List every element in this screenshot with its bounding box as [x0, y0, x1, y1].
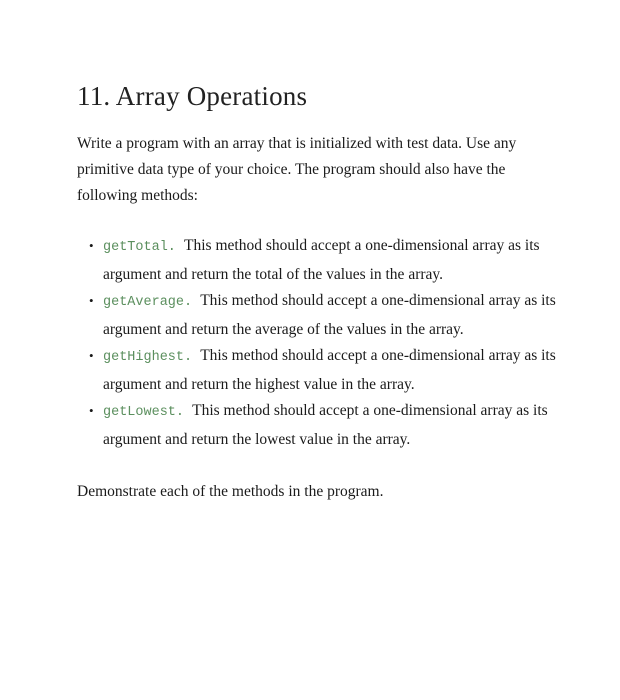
bullet-icon: •: [89, 238, 94, 253]
method-description: This method should accept a one-dimensional array as its argument and return the lowest value in the array.: [103, 402, 548, 448]
bullet-icon: •: [89, 293, 94, 308]
intro-paragraph: Write a program with an array that is initialized with test data. Use any primitive data type of your choice. The program should also have the following methods:: [77, 135, 517, 204]
list-item-get-highest: [77, 343, 573, 398]
method-description: This method should accept a one-dimensional array as its argument and return the total of the values in the array.: [103, 237, 540, 283]
list-item-get-average: [77, 288, 573, 343]
method-name: getLowest.: [103, 405, 193, 420]
list-item-get-total: [77, 233, 573, 288]
method-name: getAverage.: [103, 295, 201, 310]
methods-list: [77, 233, 564, 453]
method-description: This method should accept a one-dimensional array as its argument and return the average of the values in the array.: [103, 292, 556, 338]
method-description: This method should accept a one-dimensional array as its argument and return the highest value in the array.: [103, 347, 556, 393]
closing-paragraph: Demonstrate each of the methods in the program.: [77, 483, 384, 500]
method-name: getTotal.: [103, 240, 185, 255]
list-item-get-lowest: [77, 398, 573, 453]
method-name: getHighest.: [103, 350, 201, 365]
bullet-icon: •: [89, 403, 94, 418]
page-title: 11. Array Operations: [77, 81, 308, 111]
bullet-icon: •: [89, 348, 94, 363]
